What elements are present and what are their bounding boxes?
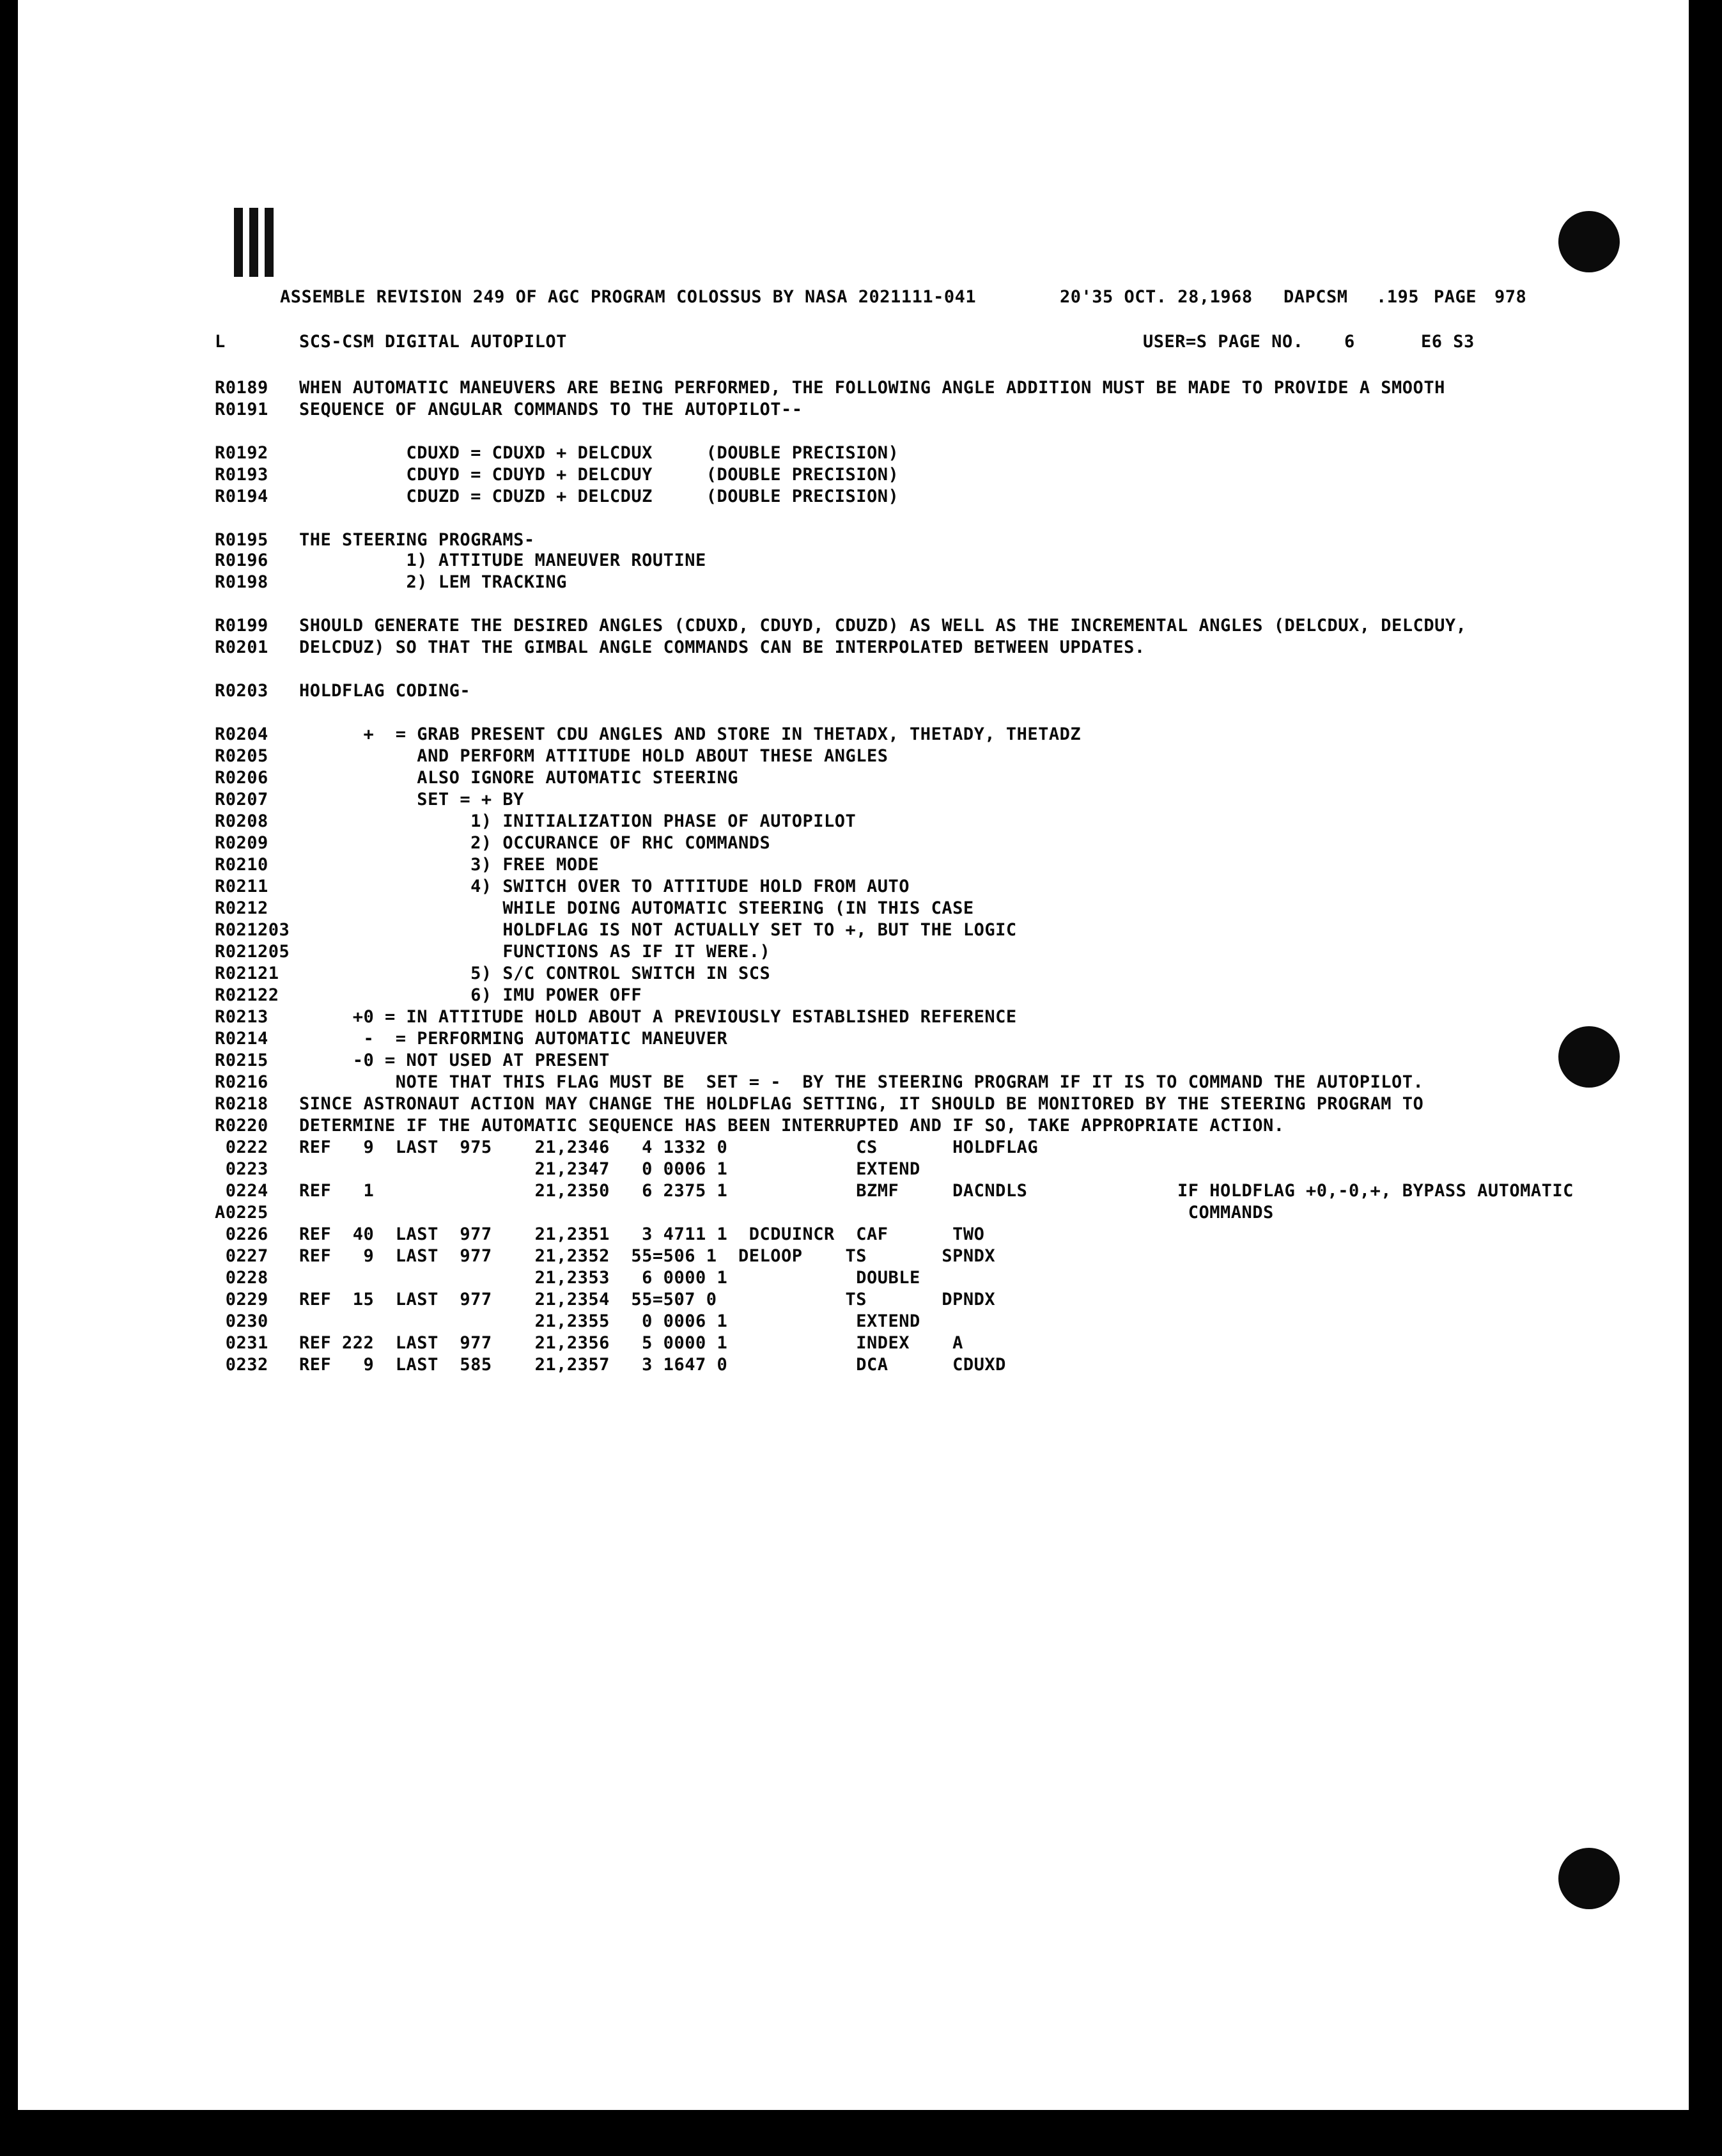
line-text: REF 9 LAST 977 21,2352 55=506 1 DELOOP TS SPNDX: [299, 1246, 996, 1266]
line-text: REF 1 21,2350 6 2375 1 BZMF DACNDLS IF HOLDFLAG +0,-0,+, BYPASS AUTOMATIC: [299, 1181, 1574, 1201]
line-text: 6) IMU POWER OFF: [299, 985, 642, 1005]
line-text: HOLDFLAG IS NOT ACTUALLY SET TO +, BUT THE LOGIC: [299, 920, 1017, 940]
user-page-label: USER=S PAGE NO.: [1143, 332, 1304, 352]
line-number: R0195: [215, 530, 268, 550]
line-text: DELCDUZ) SO THAT THE GIMBAL ANGLE COMMANDS CAN BE INTERPOLATED BETWEEN UPDATES.: [299, 637, 1145, 657]
line-text: 21,2355 0 0006 1 EXTEND: [299, 1311, 920, 1331]
line-number: R0208: [215, 811, 268, 831]
line-number: R0204: [215, 724, 268, 744]
line-number: 0227: [215, 1246, 268, 1266]
line-number: R0218: [215, 1094, 268, 1114]
line-number: R02122: [215, 985, 279, 1005]
line-text: REF 40 LAST 977 21,2351 3 4711 1 DCDUINCR CAF TWO: [299, 1224, 985, 1244]
line-number: R0196: [215, 551, 268, 570]
line-number: R0192: [215, 443, 268, 463]
user-page-code: E6 S3: [1421, 332, 1475, 352]
line-text: ALSO IGNORE AUTOMATIC STEERING: [299, 768, 738, 788]
line-text: - = PERFORMING AUTOMATIC MANEUVER: [299, 1029, 728, 1049]
printout-page: [18, 0, 1689, 2110]
line-number: 0231: [215, 1333, 268, 1353]
line-number: 0222: [215, 1137, 268, 1157]
line-number: R0199: [215, 616, 268, 636]
line-number: R0203: [215, 681, 268, 701]
line-number: R0189: [215, 378, 268, 398]
line-number: R0198: [215, 572, 268, 592]
line-text: SEQUENCE OF ANGULAR COMMANDS TO THE AUTOPILOT--: [299, 400, 803, 419]
line-text: 1) INITIALIZATION PHASE OF AUTOPILOT: [299, 811, 857, 831]
dapcsm-label: DAPCSM: [1284, 287, 1348, 307]
line-number: R0194: [215, 487, 268, 506]
line-number: 0230: [215, 1311, 268, 1331]
line-text: + = GRAB PRESENT CDU ANGLES AND STORE IN THETADX, THETADY, THETADZ: [299, 724, 1082, 744]
user-page-number: 6: [1344, 332, 1355, 352]
line-text: SHOULD GENERATE THE DESIRED ANGLES (CDUXD, CDUYD, CDUZD) AS WELL AS THE INCREMENTAL ANGLES (DELCDUX, DELCDUY,: [299, 616, 1467, 636]
line-text: REF 9 LAST 585 21,2357 3 1647 0 DCA CDUXD: [299, 1355, 1006, 1375]
line-number: R0213: [215, 1007, 268, 1027]
line-text: COMMANDS: [299, 1203, 1274, 1223]
line-text: CDUZD = CDUZD + DELCDUZ (DOUBLE PRECISION): [299, 487, 899, 506]
line-number: R021205: [215, 942, 290, 962]
line-number: R0193: [215, 465, 268, 485]
line-text: REF 222 LAST 977 21,2356 5 0000 1 INDEX A: [299, 1333, 963, 1353]
line-text: THE STEERING PROGRAMS-: [299, 530, 535, 550]
line-number: A0225: [215, 1203, 268, 1223]
page-number: 978: [1494, 287, 1527, 307]
line-number: R0209: [215, 833, 268, 853]
assemble-line: ASSEMBLE REVISION 249 OF AGC PROGRAM COLOSSUS BY NASA 2021111-041: [280, 287, 977, 307]
line-text: 1) ATTITUDE MANEUVER ROUTINE: [299, 551, 706, 570]
line-text: 21,2347 0 0006 1 EXTEND: [299, 1159, 920, 1179]
line-number: R0214: [215, 1029, 268, 1049]
section-title: SCS-CSM DIGITAL AUTOPILOT: [299, 332, 567, 352]
page-code: .195: [1376, 287, 1420, 307]
line-text: 2) OCCURANCE OF RHC COMMANDS: [299, 833, 771, 853]
line-text: SET = + BY: [299, 790, 524, 809]
line-text: CDUYD = CDUYD + DELCDUY (DOUBLE PRECISION): [299, 465, 899, 485]
listing: [18, 0, 1689, 2110]
line-number: R0206: [215, 768, 268, 788]
line-number: 0223: [215, 1159, 268, 1179]
line-text: CDUXD = CDUXD + DELCDUX (DOUBLE PRECISION): [299, 443, 899, 463]
line-text: 4) SWITCH OVER TO ATTITUDE HOLD FROM AUTO: [299, 877, 910, 896]
line-text: -0 = NOT USED AT PRESENT: [299, 1051, 610, 1070]
line-text: 3) FREE MODE: [299, 855, 600, 875]
line-text: 5) S/C CONTROL SWITCH IN SCS: [299, 964, 771, 983]
line-text: WHILE DOING AUTOMATIC STEERING (IN THIS CASE: [299, 898, 974, 918]
line-number: 0224: [215, 1181, 268, 1201]
line-number: R0212: [215, 898, 268, 918]
line-number: R0210: [215, 855, 268, 875]
line-number: R021203: [215, 920, 290, 940]
line-text: FUNCTIONS AS IF IT WERE.): [299, 942, 771, 962]
line-number: R0220: [215, 1116, 268, 1136]
page-label: PAGE: [1434, 287, 1477, 307]
line-number: R0211: [215, 877, 268, 896]
line-text: 2) LEM TRACKING: [299, 572, 567, 592]
line-number: 0229: [215, 1290, 268, 1309]
line-text: DETERMINE IF THE AUTOMATIC SEQUENCE HAS BEEN INTERRUPTED AND IF SO, TAKE APPROPRIATE ACTION.: [299, 1116, 1285, 1136]
line-text: 21,2353 6 0000 1 DOUBLE: [299, 1268, 920, 1288]
line-text: AND PERFORM ATTITUDE HOLD ABOUT THESE ANGLES: [299, 746, 888, 766]
line-text: HOLDFLAG CODING-: [299, 681, 471, 701]
line-text: +0 = IN ATTITUDE HOLD ABOUT A PREVIOUSLY ESTABLISHED REFERENCE: [299, 1007, 1017, 1027]
line-number: R0207: [215, 790, 268, 809]
line-text: NOTE THAT THIS FLAG MUST BE SET = - BY THE STEERING PROGRAM IF IT IS TO COMMAND THE AUTOPILOT.: [299, 1072, 1424, 1092]
line-number: R02121: [215, 964, 279, 983]
line-number: 0228: [215, 1268, 268, 1288]
line-number: R0191: [215, 400, 268, 419]
line-number: R0216: [215, 1072, 268, 1092]
line-number: R0215: [215, 1051, 268, 1070]
line-number: R0205: [215, 746, 268, 766]
line-text: REF 9 LAST 975 21,2346 4 1332 0 CS HOLDFLAG: [299, 1137, 1039, 1157]
line-number: 0232: [215, 1355, 268, 1375]
timestamp: 20'35 OCT. 28,1968: [1060, 287, 1253, 307]
line-text: SINCE ASTRONAUT ACTION MAY CHANGE THE HOLDFLAG SETTING, IT SHOULD BE MONITORED BY THE STEERING PROGRAM TO: [299, 1094, 1424, 1114]
line-text: WHEN AUTOMATIC MANEUVERS ARE BEING PERFORMED, THE FOLLOWING ANGLE ADDITION MUST BE MADE TO PROVIDE A SMOOTH: [299, 378, 1445, 398]
l-marker: L: [215, 332, 226, 352]
line-text: REF 15 LAST 977 21,2354 55=507 0 TS DPNDX: [299, 1290, 996, 1309]
line-number: R0201: [215, 637, 268, 657]
line-number: 0226: [215, 1224, 268, 1244]
